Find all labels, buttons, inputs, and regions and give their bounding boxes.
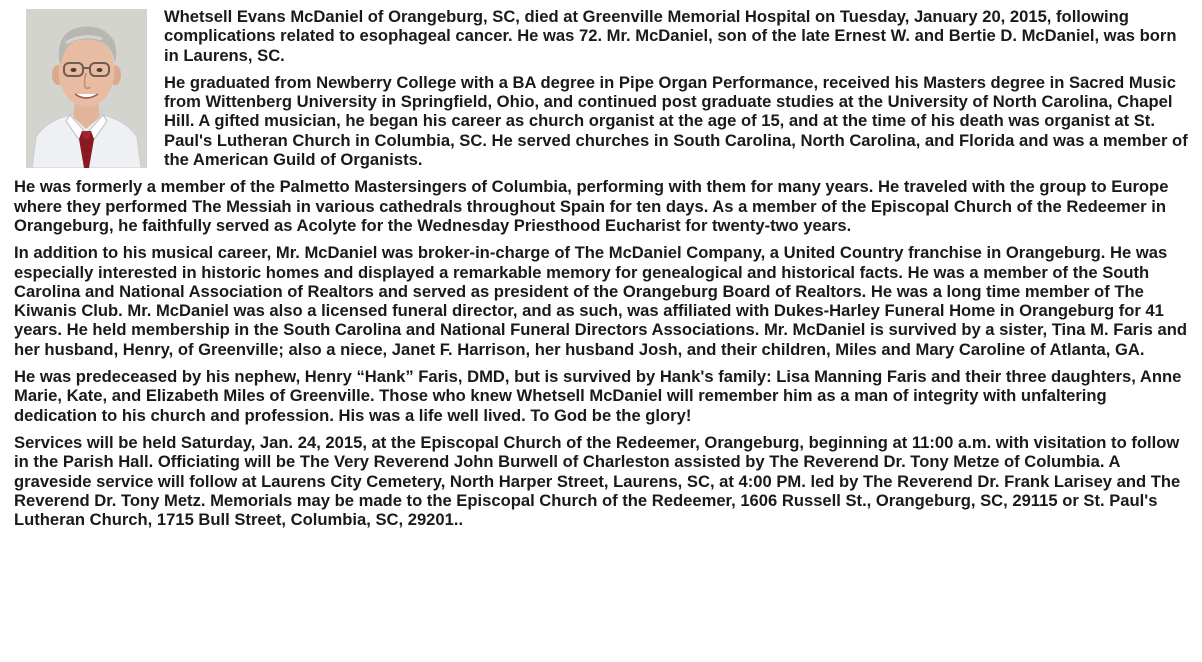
obituary-paragraph-death-notice: Whetsell Evans McDaniel of Orangeburg, SC, died at Greenville Memorial Hospital on Tuesday, January 20, 2015, following complications related to esophageal cancer. He was 72. Mr. McDaniel, son of the late Ernest W. and Bertie D. McDaniel, was born in Laurens, SC. xyxy=(164,7,1177,65)
obituary-paragraph-predeceased: He was predeceased by his nephew, Henry “Hank” Faris, DMD, but is survived by Hank's family: Lisa Manning Faris and their three daughters, Anne Marie, Kate, and Elizabeth Miles of Greenville. Those who knew Whetsell McDaniel will remember him as a man of integrity with unfaltering dedication to his church and profession. His was a life well lived. To God be the glory! xyxy=(14,367,1182,425)
portrait-illustration xyxy=(26,9,147,168)
obituary-paragraph-services: Services will be held Saturday, Jan. 24, 2015, at the Episcopal Church of the Redeemer, Orangeburg, beginning at 11:00 a.m. with visitation to follow in the Parish Hall. Officiating will be The Very Reverend John Burwell of Charleston assisted by The Reverend Dr. Tony Metze of Columbia. A graveside service will follow at Laurens City Cemetery, North Harper Street, Laurens, SC, at 4:00 PM. led by The Reverend Dr. Frank Larisey and The Reverend Dr. Tony Metz. Memorials may be made to the Episcopal Church of the Redeemer, 1606 Russell St., Orangeburg, SC, 29115 or St. Paul's Lutheran Church, 1715 Bull Street, Columbia, SC, 29201.. xyxy=(14,432,1181,530)
obituary-paragraph-business-family: In addition to his musical career, Mr. McDaniel was broker-in-charge of The McDaniel Company, a United Country franchise in Orangeburg. He was especially interested in historic homes and displayed a remarkable memory for genealogical and historical facts. He was a member of the South Carolina and National Association of Realtors and served as president of the Orangeburg Board of Realtors. He was a long time member of The Kiwanis Club. Mr. McDaniel was also a licensed funeral director, and as such, was affiliated with Dukes-Harley Funeral Home in Orangeburg for 41 years. He held membership in the South Carolina and National Funeral Directors Associations. Mr. McDaniel is survived by a sister, Tina M. Faris and her husband, Henry, of Greenville; also a niece, Janet F. Harrison, her husband Josh, and their children, Miles and Mary Caroline of Atlanta, GA. xyxy=(14,243,1187,359)
obituary-paragraph-memberships: He was formerly a member of the Palmetto Mastersingers of Columbia, performing with them for many years. He traveled with the group to Europe where they performed The Messiah in various cathedrals throughout Spain for ten days. As a member of the Episcopal Church of the Redeemer in Orangeburg, he faithfully served as Acolyte for the Wednesday Priesthood Eucharist for twenty-two years. xyxy=(14,177,1169,235)
portrait-photo xyxy=(26,9,147,168)
obituary-document xyxy=(14,7,1192,537)
obituary-paragraph-education-career: He graduated from Newberry College with a BA degree in Pipe Organ Performance, received his Masters degree in Sacred Music from Wittenberg University in Springfield, Ohio, and continued post graduate studies at the University of North Carolina, Chapel Hill. A gifted musician, he began his career as church organist at the age of 15, and at the time of his death was organist at St. Paul's Lutheran Church in Columbia, SC. He served churches in South Carolina, North Carolina, and Florida and was a member of the American Guild of Organists. xyxy=(164,72,1188,170)
